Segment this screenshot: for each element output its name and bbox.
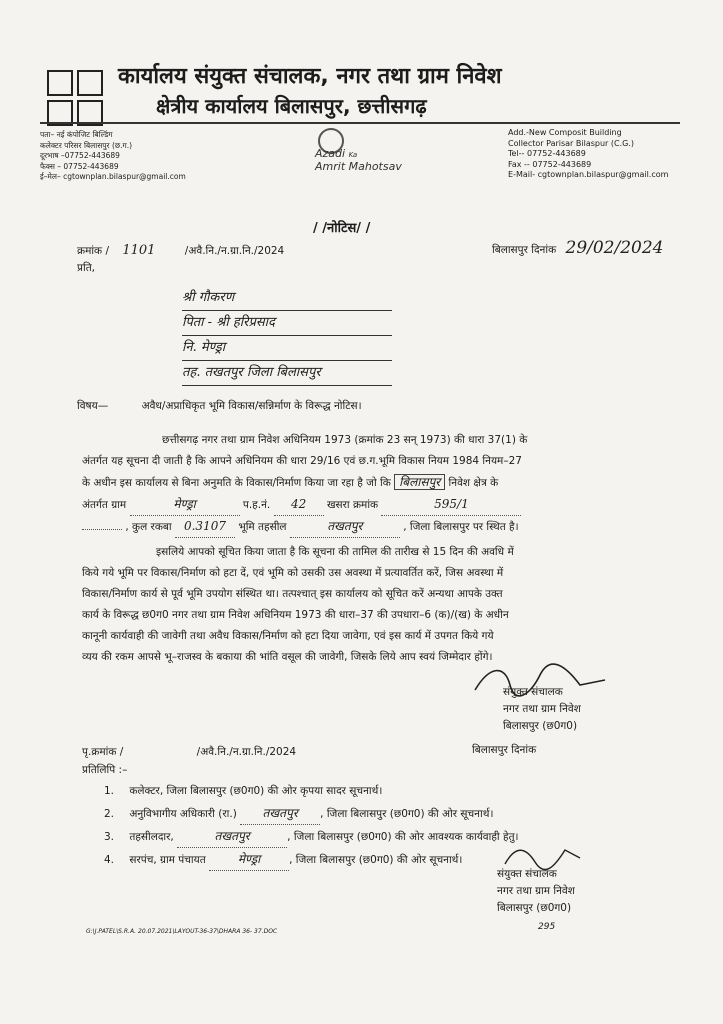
para2-line: इसलिये आपको सूचित किया जाता है कि सूचना की तामिल की तारीख से 15 दिन की अवधि में xyxy=(156,546,514,558)
amrit-mahotsav-text: Amrit Mahotsav xyxy=(315,160,402,173)
copy-item: 2. अनुविभागीय अधिकारी (रा.) तखतपुर , जिला बिलासपुर (छ0ग0) की ओर सूचनार्थ। xyxy=(104,802,519,825)
para1-tail: निवेश क्षेत्र के xyxy=(448,477,499,489)
copy-item: 4. सरपंच, ग्राम पंचायत मेण्ड्रा , जिला बिलासपुर (छ0ग0) की ओर सूचनार्थ। xyxy=(104,848,519,871)
address-hi-line: ई–मेल– cgtownplan.bilaspur@gmail.com xyxy=(40,172,186,181)
label-village: अंतर्गत ग्राम xyxy=(82,499,127,511)
address-english xyxy=(508,128,668,181)
address-hi-line: फैक्स – 07752-443689 xyxy=(40,161,119,171)
paragraph-1 xyxy=(82,430,662,538)
copy-text: जिला बिलासपुर (छ0ग0) की ओर आवश्यक कार्यवाही हेतु। xyxy=(293,831,519,843)
azadi-ka-text: Ka xyxy=(348,151,358,159)
copy-text: तहसीलदार, xyxy=(129,831,174,843)
sign2-place: बिलासपुर (छ0ग0) xyxy=(497,902,572,914)
copy-num: 3. xyxy=(104,831,115,843)
file-path-footer: G:\J.PATEL\S.R.A. 20.07.2021\LAYOUT-36-37\DHARA 36- 37.DOC xyxy=(86,928,278,935)
copy-text: जिला बिलासपुर (छ0ग0) की ओर सूचनार्थ। xyxy=(326,808,494,820)
ref-number: 1101 xyxy=(122,243,156,258)
azadi-ka-amrit-mahotsav-logo xyxy=(315,148,402,173)
fill-sdm-tahsil: तखतपुर xyxy=(240,802,320,825)
header-rule xyxy=(40,122,680,124)
label-phn: प.ह.नं. xyxy=(242,499,271,511)
address-hi-line: कलेक्टर परिसर बिलासपुर (छ.ग.) xyxy=(40,140,133,150)
address-en-line: Collector Parisar Bilaspur (C.G.) xyxy=(508,138,634,148)
recipient-block xyxy=(182,286,392,386)
sign2-designation: संयुक्त संचालक xyxy=(497,868,557,880)
para1-line: के अधीन इस कार्यालय से बिना अनुमति के विकास/निर्माण किया जा रहा है जो कि xyxy=(82,477,391,489)
reference-line xyxy=(77,240,284,262)
endorse-ref-suffix: /अवै.नि./न.ग्रा.नि./2024 xyxy=(196,746,297,758)
copy-text: कलेक्टर, जिला बिलासपुर (छ0ग0) की ओर कृपया सादर सूचनार्थ। xyxy=(129,785,383,797)
department-logo xyxy=(47,70,103,126)
fill-khasra: 595/1 xyxy=(381,494,521,516)
label-district: , जिला बिलासपुर पर स्थित है। xyxy=(403,521,519,533)
recipient-father: पिता - श्री हरिप्रसाद xyxy=(182,311,392,336)
place-date-label: बिलासपुर दिनांक xyxy=(492,244,557,256)
fill-tahsildar: तखतपुर xyxy=(177,825,287,848)
copy-text: जिला बिलासपुर (छ0ग0) की ओर सूचनार्थ। xyxy=(295,854,463,866)
label-area: , कुल रकबा xyxy=(125,521,172,533)
para2-line: कार्य के विरूद्ध छ0ग0 नगर तथा ग्राम निवेश अधिनियम 1973 की धारा–37 की उपधारा–6 (क)/(ख) के अधीन xyxy=(82,609,509,621)
label-khasra: खसरा क्रमांक xyxy=(326,499,379,511)
blank-dots xyxy=(82,529,122,530)
address-en-line: Tel-- 07752-443689 xyxy=(508,149,586,158)
fill-tahsil: तखतपुर xyxy=(290,516,400,538)
para2-line: किये गये भूमि पर विकास/निर्माण को हटा दें, एवं भूमि को उसकी उस अवस्था में प्रत्यावर्तित करें, जिस अवस्था में xyxy=(82,567,504,579)
label-tahsil: भूमि तहसील xyxy=(238,521,287,533)
fill-area: 0.3107 xyxy=(175,516,235,538)
address-hi-line: दूरभाष –07752-443689 xyxy=(40,151,120,160)
sign1-department: नगर तथा ग्राम निवेश xyxy=(503,703,581,715)
address-hindi xyxy=(40,130,186,183)
copy-item xyxy=(104,780,519,802)
para2-line: विकास/निर्माण कार्य से पूर्व भूमि उपयोग संस्थित था। तत्पश्चात् इस कार्यालय को सूचित करें अन्यथा आपके उक्त xyxy=(82,588,503,600)
copy-item: 3. तहसीलदार, तखतपुर , जिला बिलासपुर (छ0ग0) की ओर आवश्यक कार्यवाही हेतु। xyxy=(104,825,519,848)
to-label: प्रति, xyxy=(77,262,96,274)
subject-text: अवैध/अप्राधिकृत भूमि विकास/सन्निर्माण के विरूद्ध नोटिस। xyxy=(141,400,362,412)
copy-num: 2. xyxy=(104,808,115,820)
page-number: 295 xyxy=(538,922,556,932)
copy-label: प्रतिलिपि :– xyxy=(82,764,128,776)
notice-date: 29/02/2024 xyxy=(565,238,664,258)
recipient-tahsil-district: तह. तखतपुर जिला बिलासपुर xyxy=(182,361,392,386)
place-date xyxy=(492,238,663,261)
sign1-place: बिलासपुर (छ0ग0) xyxy=(503,720,578,732)
copy-list xyxy=(104,780,519,871)
endorse-place-date: बिलासपुर दिनांक xyxy=(472,744,537,756)
recipient-name: श्री गौकरण xyxy=(182,286,392,311)
address-hi-line: पता– नई कंपोजिट बिल्डिंग xyxy=(40,130,113,139)
recipient-village: नि. मेण्ड्रा xyxy=(182,336,392,361)
fill-panchayat: मेण्ड्रा xyxy=(209,848,289,871)
fill-phn: 42 xyxy=(274,494,324,516)
para2-line: कानूनी कार्यवाही की जावेगी तथा अवैध विकास/निर्माण को हटा दिया जावेगा, एवं इस कार्य में उपगत किये गये xyxy=(82,630,494,642)
address-en-line: Fax -- 07752-443689 xyxy=(508,159,592,169)
paragraph-2 xyxy=(82,542,662,668)
subject-label: विषय— xyxy=(77,400,109,412)
para2-line: व्यय की रकम आपसे भू–राजस्व के बकाया की भांति वसूल की जावेगी, जिसके लिये आप स्वयं जिम्मेदार होंगे। xyxy=(82,651,493,663)
subject-line xyxy=(77,396,362,417)
copy-num: 4. xyxy=(104,854,115,866)
office-subtitle: क्षेत्रीय कार्यालय बिलासपुर, छत्तीसगढ़ xyxy=(156,94,427,118)
endorse-ref-label: पृ.क्रमांक / xyxy=(82,746,124,758)
ref-suffix: /अवै.नि./न.ग्रा.नि./2024 xyxy=(184,245,285,257)
para1-line: अंतर्गत यह सूचना दी जाती है कि आपने अधिनियम की धारा 29/16 एवं छ.ग.भूमि विकास नियम 1984 नियम–27 xyxy=(82,455,522,467)
notice-title: / /नोटिस/ / xyxy=(313,221,371,236)
fill-zone: बिलासपुर xyxy=(394,474,445,490)
office-title: कार्यालय संयुक्त संचालक, नगर तथा ग्राम निवेश xyxy=(118,64,502,89)
azadi-text: Azadi xyxy=(315,147,346,160)
address-en-line: E-Mail- cgtownplan.bilaspur@gmail.com xyxy=(508,170,669,179)
address-en-line: Add.-New Composit Building xyxy=(508,128,622,137)
fill-village: मेण्ड्रा xyxy=(130,494,240,516)
para1-line: छत्तीसगढ़ नगर तथा ग्राम निवेश अधिनियम 1973 (क्रमांक 23 सन् 1973) की धारा 37(1) के xyxy=(162,434,528,446)
signature-block-2 xyxy=(497,866,575,917)
copy-text: अनुविभागीय अधिकारी (रा.) xyxy=(129,808,237,820)
sign1-designation: संयुक्त संचालक xyxy=(503,686,563,698)
copy-num: 1. xyxy=(104,785,115,797)
copy-text: सरपंच, ग्राम पंचायत xyxy=(129,854,206,866)
sign2-department: नगर तथा ग्राम निवेश xyxy=(497,885,575,897)
ref-label: क्रमांक / xyxy=(77,245,110,257)
signature-block-1 xyxy=(503,684,581,735)
